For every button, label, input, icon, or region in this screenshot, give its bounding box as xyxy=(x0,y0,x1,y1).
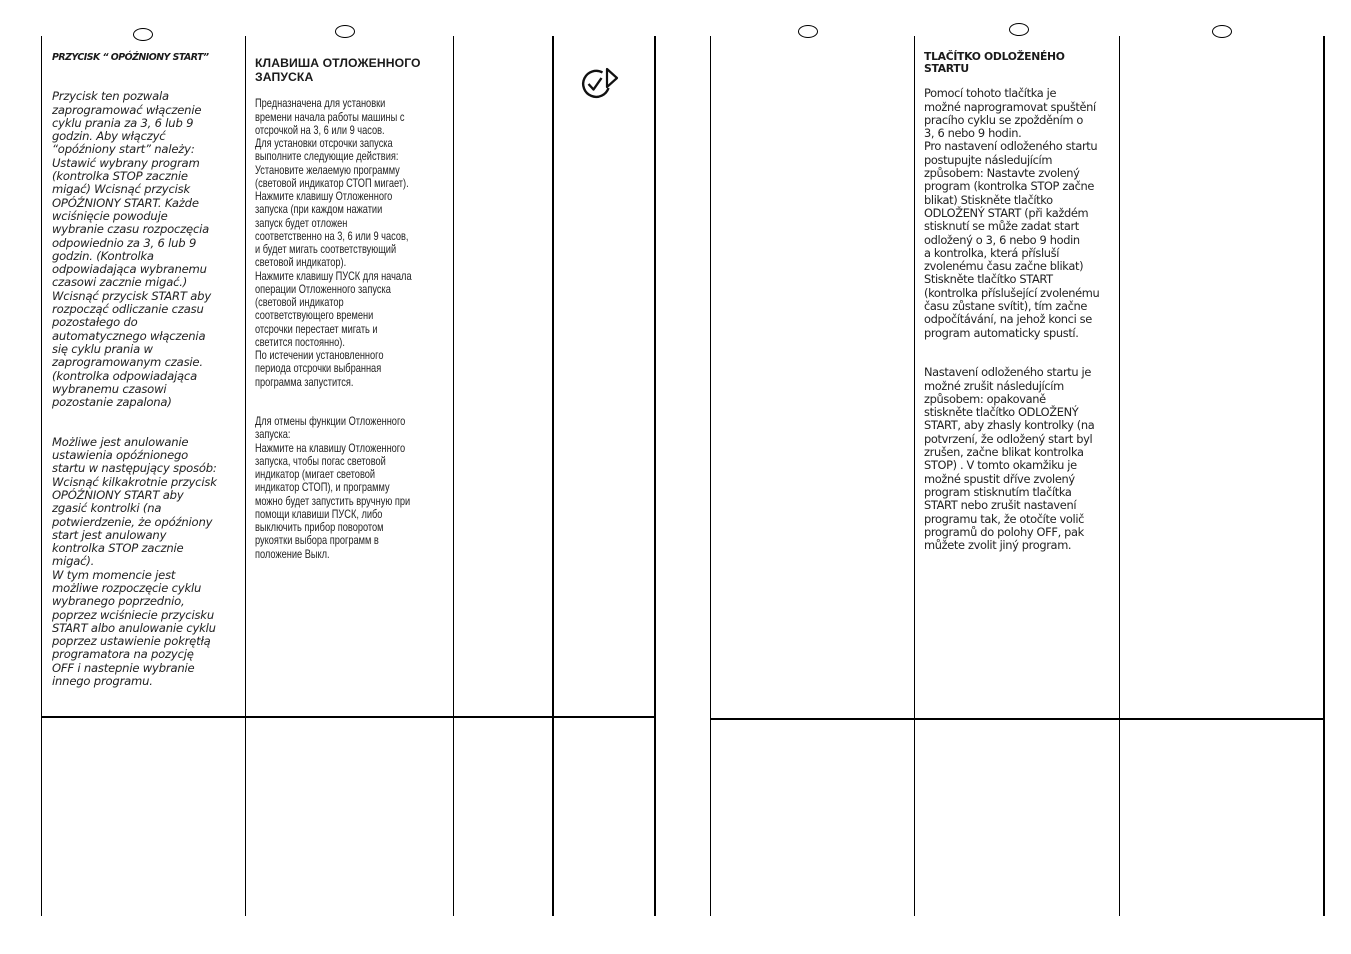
oval-marker-icon xyxy=(798,25,818,38)
section-heading: TLAČÍTKO ODLOŽENÉHO STARTU xyxy=(924,50,1065,75)
paragraph: Przycisk ten pozwala zaprogramować włączenie cyklu prania za 3, 6 lub 9 godzin. Aby włączyć “opóźniony start” należy: Ustawić wybrany program (kontrolka STOP zacznie migać) Wcisnąć przycisk OPÓŹNIONY START. Każde wciśnięcie powoduje wybranie czasu rozpoczęcia odpowiednio za 3, 6 lub 9 godzin. (Kontrolka odpowiadająca wybranemu czasowi zacznie migać.) Wcisnąć przycisk START aby rozpocząć odliczanie czasu pozostałego do automatycznego włączenia się cyklu prania w zaprogramowanym czasie. (kontrolka odpowiadająca wybranemu czasowi pozostanie zapalona) xyxy=(52,89,211,410)
column-divider xyxy=(245,36,246,916)
column-divider xyxy=(453,36,454,916)
oval-marker-icon xyxy=(335,25,355,38)
czech-section xyxy=(924,51,1116,579)
left-page-border xyxy=(41,36,42,916)
column-divider xyxy=(552,36,554,916)
polish-section xyxy=(52,52,242,715)
left-page-border xyxy=(710,36,711,916)
column-divider xyxy=(1119,36,1120,916)
right-page-border xyxy=(654,36,656,916)
oval-marker-icon xyxy=(1212,25,1232,38)
russian-section xyxy=(255,52,450,587)
column-divider xyxy=(914,36,915,916)
paragraph: Możliwe jest anulowanie ustawienia opóźnionego startu w następujący sposób: Wcisnąć kilkakrotnie przycisk OPÓŹNIONY START aby zgasić kontrolki (na potwierdzenie, że opóźniony start jest anulowany kontrolka STOP zacznie migać). W tym momencie jest możliwe rozpoczęcie cyklu wybranego poprzednio, poprzez wciśniecie przycisku START albo anulowanie cyklu poprzez ustawienie pokrętłą programatora na pozycję OFF i nastepnie wybranie innego programu. xyxy=(52,434,217,689)
oval-marker-icon xyxy=(133,28,153,41)
section-heading: PRZYCISK “ OPÓŹNIONY START” xyxy=(52,52,209,63)
paragraph: Предназначена для установки времени начала работы машины с отсрочкой на 3, 6 или 9 часов. Для установки отсрочки запуска выполните следующие действия: Установите желаемую программу (световой индикатор СТОП мигает). Нажмите клавишу Отложенного запуска (при каждом нажатии запуск будет отложен соответственно на 3, 6 или 9 часов, и будет мигать соответствующий световой индикатор). Нажмите клавишу ПУСК для начала операции Отложенного запуска (световой индикатор соответствующего времени отсрочки перестает мигать и светится постоянно). По истечении установленного периода отсрочки выбранная программа запустится. xyxy=(255,97,412,389)
section-heading: КЛАВИША ОТЛОЖЕННОГО ЗАПУСКА xyxy=(255,56,421,84)
paragraph: Nastavení odloženého startu je možné zrušit následujícím způsobem: opakovaně stiskněte tlačítko ODLOŽENÝ START, aby zhasly kontrolky (na potvrzení, že odložený start byl zrušen, začne blikat kontrolka STOP) . V tomto okamžiku je možné spustit dříve zvolený program stisknutím tlačítka START nebo zrušit nastavení programu tak, že otočíte volič programů do polohy OFF, pak můžete zvolit jiný program. xyxy=(924,365,1095,553)
oval-marker-icon xyxy=(1009,23,1029,36)
clock-check-play-icon xyxy=(580,66,622,102)
right-page-border xyxy=(1323,36,1325,916)
horizontal-rule xyxy=(41,716,656,718)
paragraph: Для отмены функции Отложенного запуска: Нажмите на клавишу Отложенного запуска, чтобы погас световой индикатор (мигает световой индикатор СТОП), и программу можно будет запустить вручную при помощи клавиши ПУСК, либо выключить прибор поворотом рукоятки выбора программ в положение Выкл. xyxy=(255,415,411,561)
paragraph: Pomocí tohoto tlačítka je možné naprogramovat spuštění pracího cyklu se zpožděním o 3, 6 nebo 9 hodin. Pro nastavení odloženého startu postupujte následujícím způsobem: Nastavte zvolený program (kontrolka STOP začne blikat) Stiskněte tlačítko ODLOŽENÝ START (při každém stisknutí se může zadat start odložený o 3, 6 nebo 9 hodin a kontrolka, která přísluší zvolenému času začne blikat) Stiskněte tlačítko START (kontrolka příslušející zvolenému času zůstane svítit), tím začne odpočítávání, na jehož konci se program automaticky spustí. xyxy=(924,86,1100,340)
horizontal-rule xyxy=(710,718,1324,720)
